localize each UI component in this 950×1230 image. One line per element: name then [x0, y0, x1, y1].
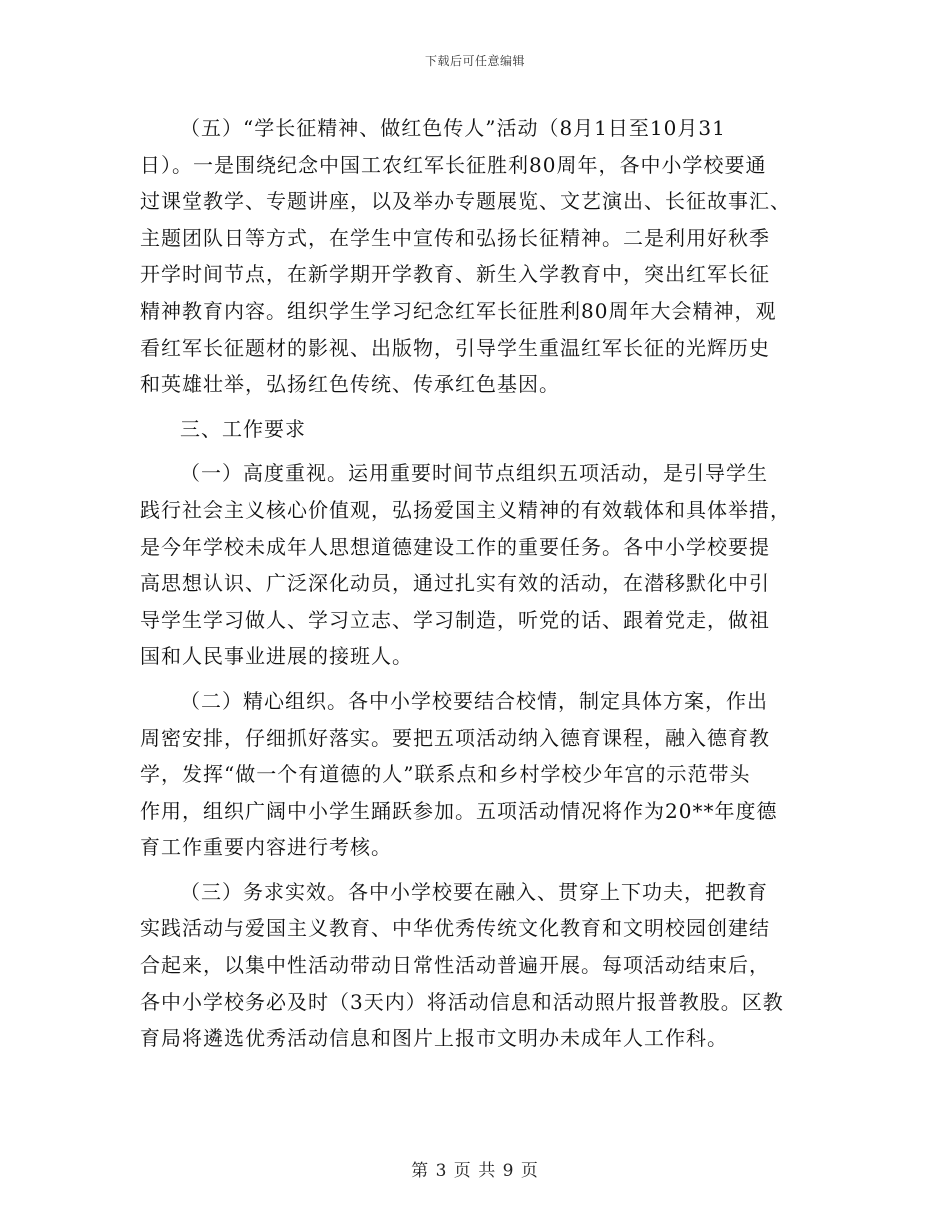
text-line: 践行社会主义核心价值观，弘扬爱国主义精神的有效载体和具体举措， — [140, 497, 791, 522]
text-line: （三）务求实效。各中小学校要在融入、贯穿上下功夫，把教育 — [180, 879, 768, 904]
text-line: 各中小学校务必及时（3天内）将活动信息和活动照片报普教股。区教 — [140, 989, 784, 1014]
text-line: （一）高度重视。运用重要时间节点组织五项活动，是引导学生 — [180, 461, 768, 486]
text-line: 和英雄壮举，弘扬红色传统、传承红色基因。 — [140, 372, 560, 397]
section-heading: 三、工作要求 — [180, 416, 306, 441]
text-line: 育工作重要内容进行考核。 — [140, 835, 392, 860]
paragraph-requirement-two — [140, 683, 810, 866]
text-line: 作用，组织广阔中小学生踊跃参加。五项活动情况将作为20**年度德 — [140, 798, 778, 823]
text-line: 国和人民事业进展的接班人。 — [140, 644, 413, 669]
text-line: 学，发挥“做一个有道德的人”联系点和乡村学校少年宫的示范带头 — [140, 762, 751, 787]
paragraph-requirement-three — [140, 874, 810, 1057]
text-line: 过课堂教学、专题讲座，以及举办专题展览、文艺演出、长征故事汇、 — [140, 189, 791, 214]
document-body — [140, 110, 810, 1057]
paragraph-requirement-one — [140, 455, 810, 675]
page-header: 下载后可任意编辑 — [424, 54, 525, 68]
text-line: 育局将遴选优秀活动信息和图片上报市文明办未成年人工作科。 — [140, 1026, 728, 1051]
text-line: 日）。一是围绕纪念中国工农红军长征胜利80周年，各中小学校要通 — [140, 152, 767, 177]
text-line: 开学时间节点，在新学期开学教育、新生入学教育中，突出红军长征 — [140, 262, 770, 287]
text-line: 精神教育内容。组织学生学习纪念红军长征胜利80周年大会精神，观 — [140, 298, 777, 323]
text-line: 导学生学习做人、学习立志、学习制造，听党的话、跟着党走，做祖 — [140, 607, 770, 632]
text-line: 实践活动与爱国主义教育、中华优秀传统文化教育和文明校园创建结 — [140, 916, 770, 941]
text-line: （二）精心组织。各中小学校要结合校情，制定具体方案，作出 — [180, 688, 768, 713]
text-line: 是今年学校未成年人思想道德建设工作的重要任务。各中小学校要提 — [140, 534, 770, 559]
text-line: 周密安排，仔细抓好落实。要把五项活动纳入德育课程，融入德育教 — [140, 725, 770, 750]
section-heading-work-requirements — [140, 411, 810, 448]
text-line: 看红军长征题材的影视、出版物，引导学生重温红军长征的光辉历史 — [140, 335, 770, 360]
text-line: 主题团队日等方式，在学生中宣传和弘扬长征精神。二是利用好秋季 — [140, 225, 770, 250]
text-line: 合起来，以集中性活动带动日常性活动普遍开展。每项活动结束后， — [140, 953, 770, 978]
text-line: 高思想认识、广泛深化动员，通过扎实有效的活动，在潜移默化中引 — [140, 571, 770, 596]
text-line: （五）“学长征精神、做红色传人”活动（8月1日至10月31 — [180, 116, 726, 140]
paragraph-activity-five — [140, 110, 810, 403]
page-number-footer: 第 3 页 共 9 页 — [411, 1161, 539, 1181]
